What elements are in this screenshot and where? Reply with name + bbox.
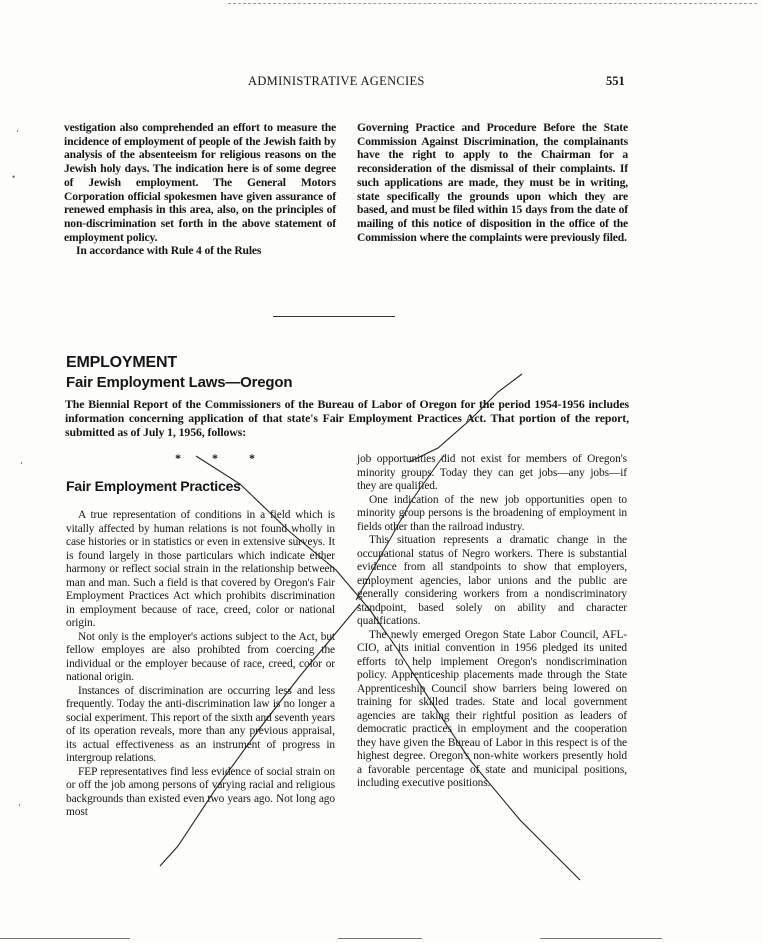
margin-mark: ʻ — [16, 128, 19, 138]
section-subtitle: Fair Employment Laws—Oregon — [66, 374, 293, 391]
footer-rule — [540, 938, 662, 939]
strike-line-lower-left — [160, 604, 360, 866]
strike-line-lower-right — [196, 456, 580, 880]
margin-mark: • — [12, 172, 16, 182]
ellipsis-asterisks: * * * — [175, 451, 269, 465]
footer-rule — [0, 938, 130, 939]
footer-rule — [338, 938, 422, 939]
strike-line-right-column — [356, 455, 444, 600]
paragraph: In accordance with Rule 4 of the Rules — [76, 244, 262, 258]
paragraph: FEP representatives find less evidence of social strain on or off the job among persons of varying racial and religious backgrounds than existed even two years ago. Not long ago most — [66, 765, 335, 818]
paragraph: This situation represents a dramatic change in the occupational status of Negro workers. There is substantial evidence from all standpoints to show that employers, employment agencies, labor unions and the public are generally considering workers from a nondiscriminatory standpoint, based solely on ability and character qualifications. — [357, 534, 627, 627]
running-head: ADMINISTRATIVE AGENCIES — [248, 74, 425, 88]
paragraph: Instances of discrimination are occurring less and less frequently. Today the anti-discrimination law is no longer a social experiment. This report of the sixth and seventh years of its operation reveals, more than any previous appraisal, its actual effectiveness as an instrument of progress in intergroup relations. — [66, 684, 335, 764]
page-number: 551 — [606, 74, 625, 88]
strike-line-upper — [409, 374, 522, 462]
paragraph: job opportunities did not exist for members of Oregon's minority groups. Today they can get jobs—any jobs—if they are qualified. — [357, 453, 627, 492]
section-intro: The Biennial Report of the Commissioners of the Bureau of Labor of Oregon for the period 1954-1956 includes information concerning application of that state's Fair Employment Practices Act. That portion of the report, submitted as of July 1, 1956, follows: — [65, 397, 629, 439]
paragraph: vestigation also comprehended an effort to measure the incidence of employment of people of the Jewish faith by analysis of the absenteeism for religious reasons on the Jewish holy days. The indication here is of some degree of Jewish employment. The General Motors Corporation official spokesmen have given assurance of renewed emphasis in this area, also, on the principles of non-discrimination set forth in the above statement of employment policy. — [64, 121, 336, 244]
section-title: EMPLOYMENT — [66, 354, 177, 371]
paragraph: A true representation of conditions in a field which is vitally affected by human relations is not found wholly in case histories or in statistics or even in extensive surveys. It is found largely in those particulars which indicate either harmony or reflect social strain in the relationship between man and man. Such a field is that covered by Oregon's Fair Employment Practices Act which prohibits discrimination in employment because of race, creed, color or national origin. — [66, 509, 335, 629]
paragraph: Governing Practice and Procedure Before the State Commission Against Discrimination, the complainants have the right to apply to the Chairman for a reconsideration of the dismissal of their complaints. If such applications are made, they must be in writing, state specifically the grounds upon which they are based, and must be filed within 15 days from the date of mailing of this notice of disposition in the office of the Commission where the complaints were previously filed. — [357, 121, 628, 244]
margin-mark: ʻ — [18, 802, 21, 812]
column-heading: Fair Employment Practices — [66, 478, 241, 494]
paragraph: Not only is the employer's actions subject to the Act, but fellow employes are also prohibted from coercing the individual or the employer because of race, creed, color or national origin. — [66, 630, 335, 683]
margin-mark: ʻ — [20, 460, 23, 470]
paragraph: One indication of the new job opportunities open to minority group persons is the broadening of employment in fields other than the railroad industry. — [357, 493, 627, 533]
paragraph: The newly emerged Oregon State Labor Council, AFL-CIO, at its initial convention in 1956 pledged its united efforts to help implement Oregon's nondiscrimination policy. Apprenticeship placements made through the State Apprenticeship Council show barriers being lowered on training for skilled trades. State and local government agencies are taking their rightful position as leaders of democratic practices in employment and the cooperation they have given the Bureau of Labor in this respect is of the highest degree. Oregon's non-white workers presently hold a favorable percentage of state and municipal positions, including executive positions. — [357, 628, 627, 789]
